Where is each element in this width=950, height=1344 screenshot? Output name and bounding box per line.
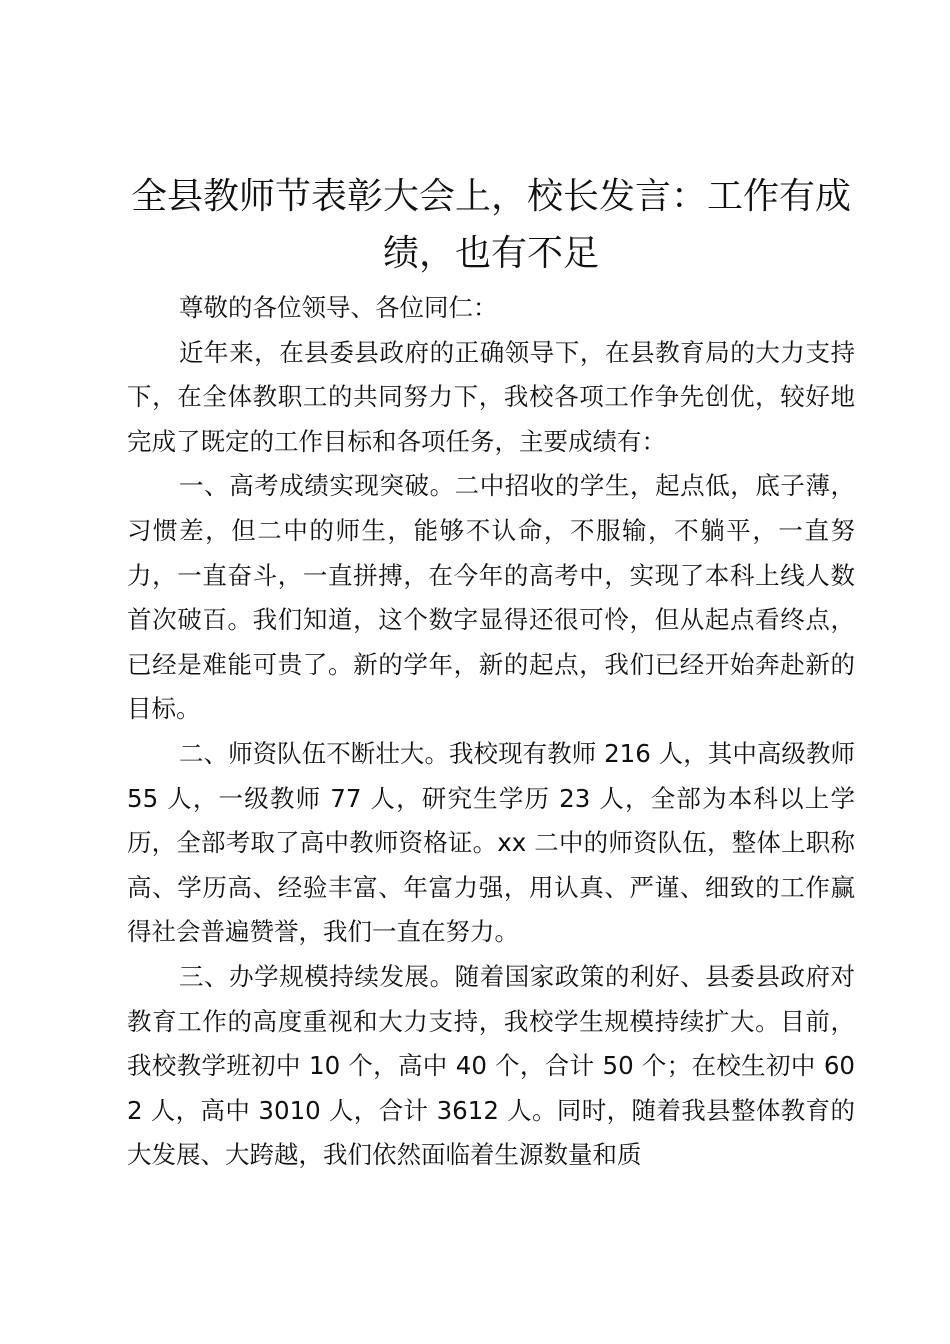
paragraph-teaching-staff: 二、师资队伍不断壮大。我校现有教师 216 人，其中高级教师 55 人，一级教师 77 人，研究生学历 23 人，全部为本科以上学历，全部考取了高中教师资格证。xx 二中的师资队伍，整体上职称高、学历高、经验丰富、年富力强，用认真、严谨、细致的工作赢得社会普遍赞誉，我们一直在努力。 — [127, 738, 855, 947]
paragraph-exam-results: 一、高考成绩实现突破。二中招收的学生，起点低，底子薄，习惯差，但二中的师生，能够不认命，不服输，不躺平，一直努力，一直奋斗，一直拼搏，在今年的高考中，实现了本科上线人数首次破百。我们知道，这个数字显得还很可怜，但从起点看终点，已经是难能可贵了。新的学年，新的起点，我们已经开始奔赴新的目标。 — [127, 471, 855, 724]
salutation: 尊敬的各位领导、各位同仁： — [179, 293, 498, 322]
paragraph-school-scale: 三、办学规模持续发展。随着国家政策的利好、县委县政府对教育工作的高度重视和大力支持，我校学生规模持续扩大。目前，我校教学班初中 10 个，高中 40 个，合计 50 个；在校生初中 602 人，高中 3010 人，合计 3612 人。同时，随着我县整体教育的大发展、大跨越，我们依然面临着生源数量和质 — [127, 961, 855, 1170]
document-title: 全县教师节表彰大会上，校长发言：工作有成绩，也有不足 — [130, 176, 851, 274]
paragraph-intro: 近年来，在县委县政府的正确领导下，在县教育局的大力支持下，在全体教职工的共同努力下，我校各项工作争先创优，较好地完成了既定的工作目标和各项任务，主要成绩有： — [127, 337, 855, 456]
document-page — [127, 168, 855, 1178]
